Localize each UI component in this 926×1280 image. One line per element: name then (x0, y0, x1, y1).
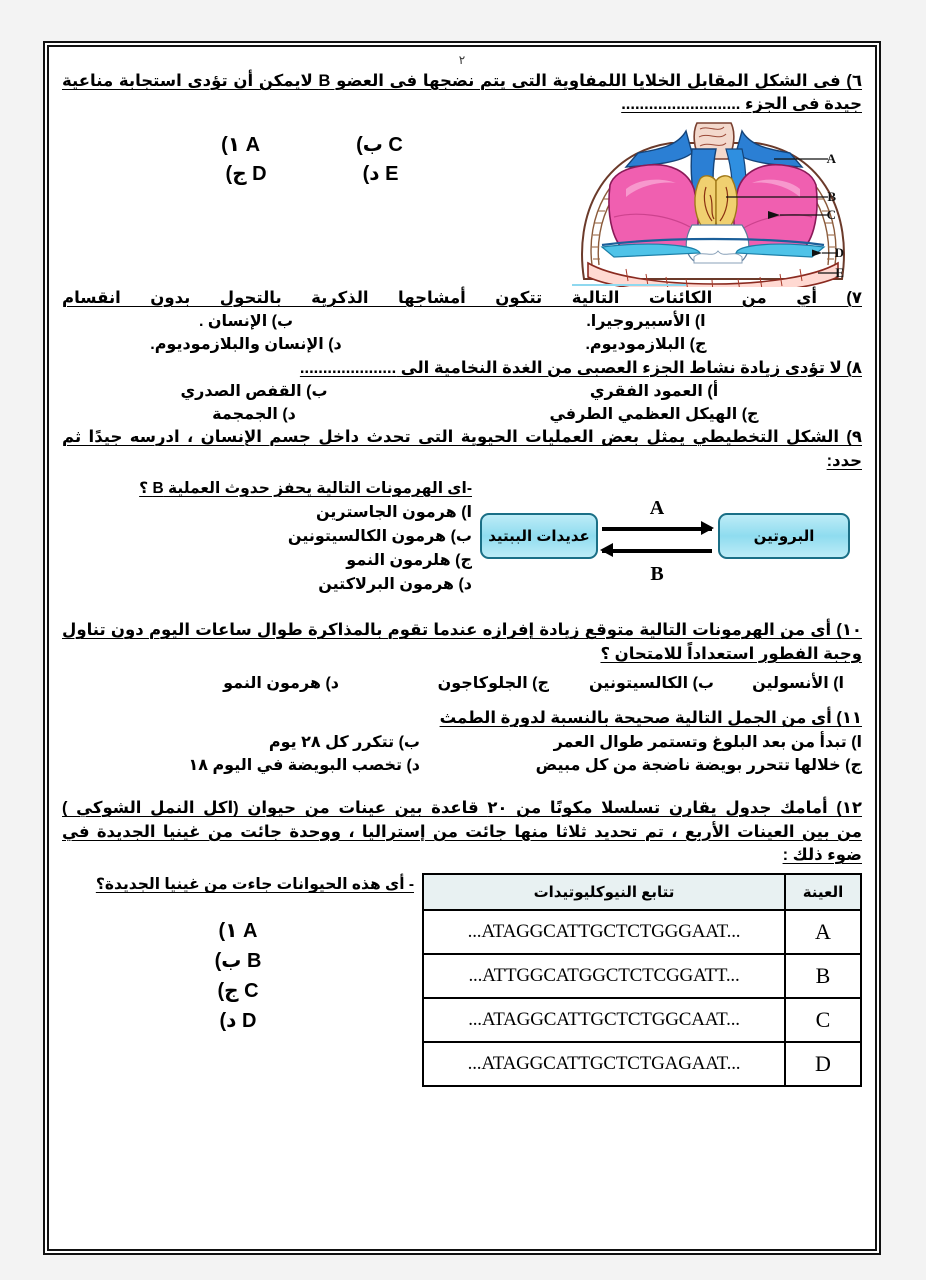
q9-option-a-text: هرمون الجاسترين (315, 503, 457, 521)
figure-label-c: C (826, 206, 836, 222)
q12-option-c-text: C (244, 980, 259, 1003)
q10-option-c-key: ج) (532, 675, 549, 693)
spacer-after-q11 (62, 777, 862, 797)
q7-option-a-key: ا) (694, 313, 706, 331)
q12-option-c[interactable] (62, 976, 414, 1006)
q12-stem-line1: ١٢) أمامك جدول يقارن تسلسلا مكونًا من ٢٠ قاعدة بين عينات من حيوان (اكل النمل الشوكي ) (62, 799, 862, 818)
dna-row-sample: A (785, 910, 861, 954)
q12-option-b-text: B (246, 950, 262, 973)
q8-option-c[interactable] (446, 403, 862, 426)
q7-option-b-text: الإنسان . (198, 313, 268, 331)
q9-option-d-text: هرمون البرلاكتين (318, 575, 454, 593)
q6-figure-column (562, 117, 862, 287)
question-7 (62, 287, 862, 357)
q12-option-d-text: D (242, 1010, 257, 1033)
q6-option-a-text: A (245, 133, 261, 156)
q9-option-d[interactable] (62, 573, 472, 597)
dna-row-sequence: ...ATAGGCATTGCTCTGGGAAT... (423, 910, 785, 954)
q6-option-c-key: ج) (225, 162, 247, 185)
q8-option-d-key: د) (282, 406, 296, 424)
q6-option-d[interactable] (363, 160, 399, 189)
q6-option-c-text: D (252, 162, 267, 185)
q7-option-b-key: ب) (271, 313, 294, 331)
q11-option-a[interactable] (446, 731, 862, 754)
dna-header-sequence: تتابع النيوكليوتيدات (423, 874, 785, 910)
flow-box-polypeptides (480, 513, 598, 559)
flow-arrow-bottom-head (701, 521, 714, 535)
flow-box-protein-label: البروتين (753, 528, 815, 546)
q9-sub-question: -اى الهرمونات التالية يحفز حدوث العملية B ؟ (139, 480, 472, 498)
q6-option-d-text: E (385, 162, 399, 185)
q12-option-a-text: A (243, 920, 258, 943)
q7-option-row-2 (62, 333, 862, 356)
q7-option-d-key: د) (328, 336, 342, 354)
q12-option-c-key: ج) (217, 980, 239, 1003)
dna-row-sequence: ...ATTGGCATGGCTCTCGGATT... (423, 954, 785, 998)
flow-box-polypeptides-label: عديدات الببتيد (488, 528, 590, 546)
q9-option-a[interactable] (62, 501, 472, 525)
q12-option-b[interactable] (62, 946, 414, 976)
question-11 (62, 707, 862, 777)
q7-stem: ٧) أي من الكائنات التالية تتكون أمشاجها الذكرية بالتحول بدون انقسام (62, 288, 862, 307)
dna-row-sequence: ...ATAGGCATTGCTCTGGCAAT... (423, 998, 785, 1042)
thoracic-cavity-diagram (566, 119, 862, 287)
q9-options (62, 501, 472, 597)
q6-option-a-key: ١) (221, 133, 241, 156)
q11-option-b-text: تتكرر كل ٢٨ يوم (268, 733, 395, 751)
dna-row-sequence: ...ATAGGCATTGCTCTGAGAAT... (423, 1042, 785, 1086)
q9-option-b[interactable] (62, 525, 472, 549)
q12-options (62, 916, 414, 1036)
dna-row-sample: C (785, 998, 861, 1042)
q12-right-column (62, 867, 414, 1036)
q8-blank: ..................... (299, 358, 397, 377)
q11-option-c-key: ج) (845, 756, 862, 774)
q11-option-b-key: ب) (398, 733, 420, 751)
dna-table-head (423, 874, 861, 910)
figure-label-e: E (835, 264, 844, 280)
flow-arrow-label-a: A (649, 497, 665, 520)
q11-option-d[interactable] (62, 754, 446, 777)
protein-polypeptide-flow-diagram (480, 491, 850, 599)
figure-label-b: B (827, 188, 836, 204)
q9-right-column (62, 473, 472, 596)
q10-option-d[interactable] (223, 672, 339, 695)
q7-option-a-text: الأسبيروجيرا. (586, 313, 691, 331)
dna-sequence-table (422, 873, 862, 1087)
q10-option-b-key: ب) (692, 675, 714, 693)
q7-options (62, 310, 862, 356)
q7-option-d-text: الإنسان والبلازموديوم. (150, 336, 324, 354)
q8-option-row-2 (62, 403, 862, 426)
q8-option-b-key: ب) (306, 383, 328, 401)
q6-option-b-key: ب) (356, 133, 383, 156)
q11-option-row-1 (62, 731, 862, 754)
flow-arrow-label-b: B (650, 563, 664, 586)
q10-option-b[interactable] (549, 672, 714, 695)
q8-option-b-text: القفص الصدري (180, 383, 302, 401)
q12-option-b-key: ب) (214, 950, 242, 973)
q8-options (62, 380, 862, 426)
q6-options (62, 117, 562, 189)
q10-option-d-text: هرمون النمو (223, 675, 321, 693)
flow-box-protein (718, 513, 850, 559)
q12-sub-question: - أى هذه الحيوانات جاءت من غينيا الجديدة؟ (95, 876, 414, 894)
q9-stem2: حدد: (826, 451, 862, 470)
q12-option-d[interactable] (62, 1006, 414, 1036)
table-row (423, 1042, 861, 1086)
q8-option-c-key: ج) (741, 406, 759, 424)
q10-option-c[interactable] (339, 672, 549, 695)
q11-option-c[interactable] (446, 754, 862, 777)
q9-option-d-key: د) (458, 575, 472, 593)
q11-option-b[interactable] (62, 731, 446, 754)
dna-table-header-row (423, 874, 861, 910)
q8-stem-text: ٨) لا تؤدى زيادة نشاط الجزء العصبى من الغدة النخامية الى (396, 358, 862, 377)
q7-option-d[interactable] (62, 333, 430, 356)
q9-option-b-key: ب) (450, 527, 472, 545)
q7-option-c[interactable] (430, 333, 862, 356)
q8-option-row-1 (62, 380, 862, 403)
q8-option-d[interactable] (62, 403, 446, 426)
q6-option-b-text: C (388, 133, 403, 156)
q9-option-c[interactable] (62, 549, 472, 573)
table-row (423, 998, 861, 1042)
q10-option-d-key: د) (325, 675, 339, 693)
q6-option-row-1 (62, 131, 562, 160)
dna-row-sample: B (785, 954, 861, 998)
q8-option-c-text: الهيكل العظمي الطرفي (549, 406, 738, 424)
q7-option-row-1 (62, 310, 862, 333)
page-number: ٢ (458, 53, 466, 67)
q6-blank: .......................... (621, 95, 741, 114)
q12-body (62, 867, 862, 1087)
question-12 (62, 797, 862, 1087)
q10-option-row (44, 672, 862, 695)
q12-option-a[interactable] (62, 916, 414, 946)
q12-option-d-key: د) (219, 1010, 237, 1033)
q10-option-b-text: الكالسيتونين (589, 675, 689, 693)
q12-option-a-key: ١) (218, 920, 238, 943)
exam-page (43, 41, 881, 1255)
table-row (423, 954, 861, 998)
q7-option-b[interactable] (62, 310, 430, 333)
q8-option-a[interactable] (446, 380, 862, 403)
q12-stem-line3: ضوء ذلك : (782, 845, 862, 864)
q6-option-a[interactable] (221, 131, 260, 160)
q11-option-c-text: خلالها تتحرر بويضة ناضجة من كل مبيض (535, 756, 841, 774)
dna-table-body (423, 910, 861, 1086)
dna-table-wrapper (414, 867, 862, 1087)
q7-option-c-text: البلازموديوم. (585, 336, 686, 354)
q6-option-row-2 (62, 160, 562, 189)
q11-option-d-key: د) (406, 756, 420, 774)
q6-stem-line2-text: جيدة فى الجزء (740, 95, 862, 114)
question-9 (62, 426, 862, 599)
q9-option-b-text: هرمون الكالسيتونين (287, 527, 447, 545)
q9-body (62, 473, 862, 599)
q11-options (62, 731, 862, 777)
question-10 (62, 619, 862, 695)
q10-option-c-text: الجلوكاجون (437, 675, 528, 693)
q6-body (62, 117, 862, 287)
dna-header-sample: العينة (785, 874, 861, 910)
table-row (423, 910, 861, 954)
q11-option-d-text: تخصب البويضة في اليوم ١٨ (188, 756, 402, 774)
q8-option-a-text: العمود الفقري (589, 383, 703, 401)
q10-options (62, 672, 862, 695)
q12-stem-line2: من بين العينات الأربع ، تم تحديد ثلاثا منها جائت من إستراليا ، ووحدة جائت من غينيا الجديدة في (62, 822, 862, 841)
q11-stem: ١١) أى من الجمل التالية صحيحة بالنسبة لدورة الطمث (439, 709, 862, 728)
q8-option-b[interactable] (62, 380, 446, 403)
q10-option-a-text: الأنسولين (752, 675, 829, 693)
q9-option-c-key: ج) (455, 551, 472, 569)
q10-stem-line1: ١٠) أى من الهرمونات التالية متوقع زيادة إفرازه عندما تقوم بالمذاكرة طوال ساعات اليوم دون تناول (62, 621, 862, 640)
flow-arrows (602, 491, 712, 599)
q10-option-a[interactable] (714, 672, 844, 695)
q8-option-d-text: الجمجمة (212, 406, 278, 424)
q9-stem: ٩) الشكل التخطيطي يمثل بعض العمليات الحيوية التى تحدث داخل جسم الإنسان ، ادرسه جيدًا ثم (62, 428, 862, 447)
page-content (50, 48, 874, 1248)
q8-stem (62, 357, 862, 380)
figure-label-a: A (826, 150, 836, 166)
q11-option-a-key: ا) (851, 733, 862, 751)
q8-option-a-key: أ) (707, 383, 719, 401)
q7-option-a[interactable] (430, 310, 862, 333)
question-8 (62, 357, 862, 427)
figure-label-d: D (834, 244, 844, 260)
question-6 (62, 70, 862, 287)
q7-option-c-key: ج) (689, 336, 707, 354)
q9-option-a-key: ا) (461, 503, 472, 521)
spacer-after-q9 (62, 599, 862, 619)
flow-arrow-bottom (602, 549, 712, 553)
q9-option-c-text: هلرمون النمو (346, 551, 451, 569)
q10-stem-line2: وجبة الفطور استعداداً للامتحان ؟ (600, 644, 862, 663)
flow-arrow-top (602, 527, 712, 531)
q10-option-a-key: ا) (833, 675, 844, 693)
dna-row-sample: D (785, 1042, 861, 1086)
q6-stem-line2 (62, 93, 862, 116)
q9-figure-column (472, 473, 862, 599)
q6-option-c[interactable] (226, 160, 267, 189)
q11-option-row-2 (62, 754, 862, 777)
spacer-after-q10 (62, 695, 862, 707)
q6-stem-line1: ٦) فى الشكل المقابل الخلايا اللمفاوية التى يتم نضجها فى العضو B لايمكن أن تؤدى استجابة مناعية (62, 72, 863, 90)
q6-option-b[interactable] (356, 131, 403, 160)
q11-option-a-text: تبدأ من بعد البلوغ وتستمر طوال العمر (553, 733, 847, 751)
q6-option-d-key: د) (362, 162, 380, 185)
